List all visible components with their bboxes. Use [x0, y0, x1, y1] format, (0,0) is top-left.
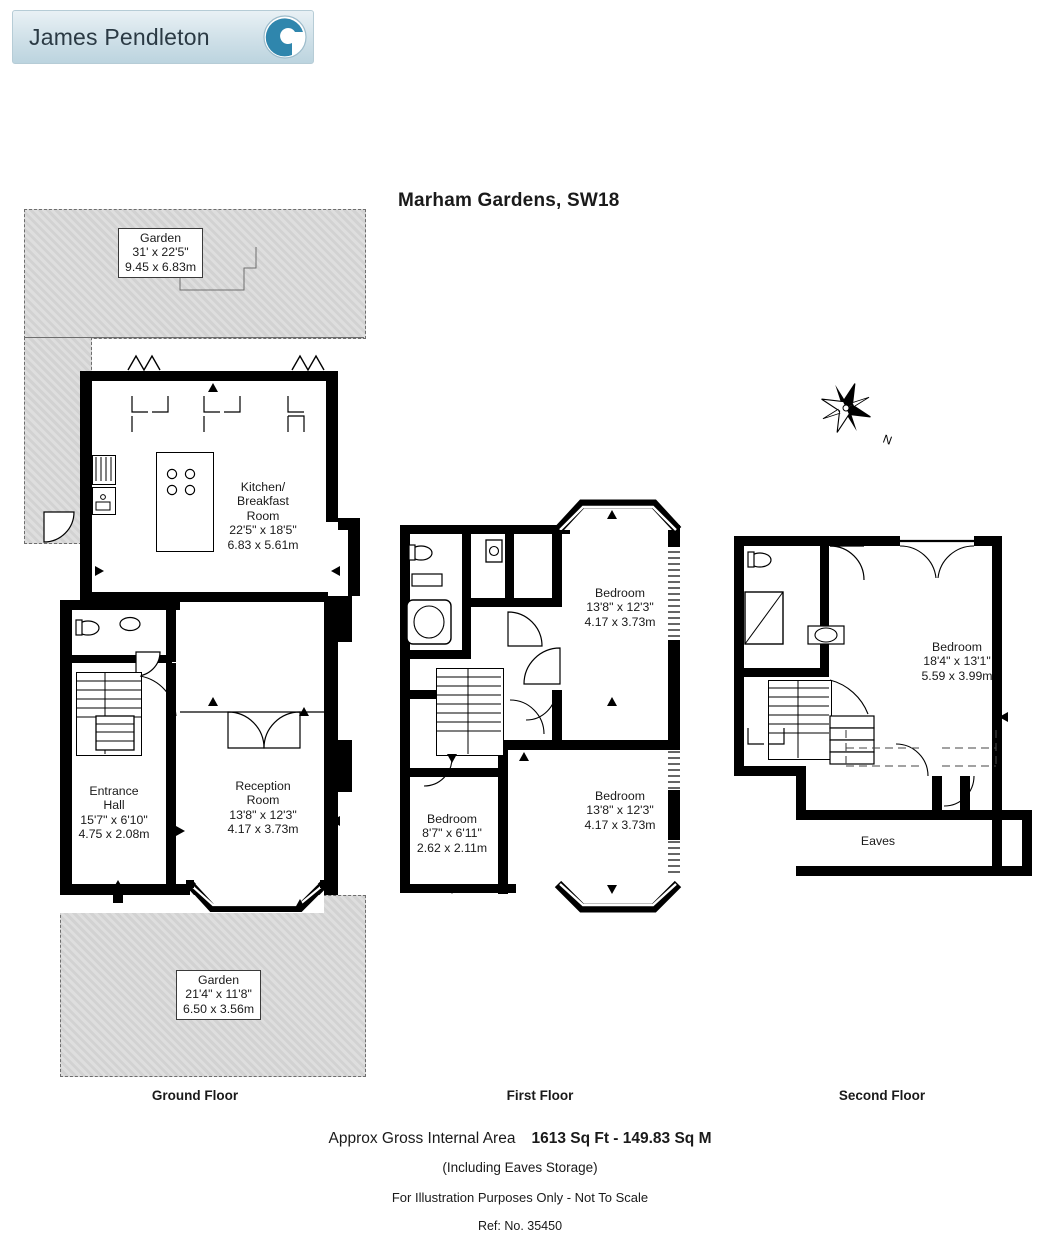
room-label-bedroom-first-front: [560, 789, 680, 832]
brand-name: James Pendleton: [29, 23, 210, 50]
kitchen-imperial: 22'5" x 18'5": [229, 523, 297, 538]
wall-house-right: [324, 596, 338, 896]
wall-hall-right: [166, 663, 176, 895]
bedroom-second-name: Bedroom: [932, 640, 982, 654]
room-label-bedroom-first-rear: [560, 586, 680, 629]
room-label-entrance-hall: [58, 784, 170, 842]
wall-kitchen-rear: [80, 371, 338, 381]
reception-name-1: Reception: [235, 779, 291, 793]
kitchen-name-3: Room: [246, 508, 280, 523]
staircase-ground: [76, 672, 142, 756]
garden-divider: [24, 337, 364, 338]
staircase-first: [436, 668, 504, 756]
wall-first-right-mid: [668, 640, 680, 740]
room-label-garden-rear: [118, 228, 203, 278]
kitchen-sink: [92, 487, 116, 515]
room-label-bedroom-second: [892, 640, 1022, 683]
staircase-first-treads: [390, 0, 710, 1080]
staircase-second: [768, 680, 832, 760]
wall-kitchen-right-lower: [348, 518, 360, 596]
garden-rear-name: Garden: [140, 231, 182, 245]
wall-second-mid-pier-2: [960, 776, 970, 820]
wall-second-mid-pier: [932, 776, 942, 820]
front-porch-gap: [60, 895, 324, 913]
floor-label-ground: Ground Floor: [151, 1088, 239, 1103]
reception-name-2: Room: [246, 793, 280, 808]
compass-north-label: N: [880, 431, 894, 448]
wall-first-right-top: [668, 525, 680, 547]
garden-rear-imperial: 31' x 22'5": [132, 245, 189, 260]
first-floor-door-swings: [390, 0, 710, 1080]
room-label-kitchen: [198, 480, 328, 552]
wall-house-rear: [80, 592, 328, 602]
kitchen-name-1: Kitchen/: [240, 480, 286, 494]
wall-landing-right: [552, 690, 562, 742]
kitchen-name-2: Breakfast: [237, 494, 289, 509]
bedroom-first-small-imperial: 8'7" x 6'11": [422, 826, 482, 841]
wall-ensuite-right: [505, 525, 514, 607]
wall-first-rear: [400, 525, 570, 534]
bathroom-fittings-first: [390, 0, 710, 1080]
first-floor-rear-bay: [390, 0, 710, 1080]
eaves-name: Eaves: [860, 834, 896, 848]
reception-imperial: 13'8" x 12'3": [229, 807, 297, 822]
wall-bathroom-right: [462, 525, 471, 659]
bedroom-first-rear-imperial: 13'8" x 12'3": [586, 600, 654, 615]
garden-rear-metric: 9.45 x 6.83m: [125, 259, 197, 274]
bedroom-first-front-name: Bedroom: [595, 789, 645, 803]
bedroom-first-front-metric: 4.17 x 3.73m: [584, 817, 656, 832]
wall-house-left: [60, 600, 72, 894]
wall-ensuite-bottom: [471, 598, 505, 607]
wall-small-bedroom-top: [400, 768, 506, 777]
area-label: Approx Gross Internal Area: [328, 1130, 516, 1147]
second-floor-plan: [720, 0, 1040, 1080]
entrance-hall-name-2: Hall: [103, 798, 125, 813]
entrance-hall-name-1: Entrance: [89, 784, 139, 798]
bedroom-second-imperial: 18'4" x 13'1": [923, 654, 991, 669]
page-title: Marham Gardens, SW18: [398, 190, 620, 211]
illustration-note: For Illustration Purposes Only - Not To Scale: [391, 1190, 649, 1205]
reference-number: Ref: No. 35450: [477, 1219, 563, 1233]
wall-right-pier-2: [338, 740, 352, 792]
room-label-bedroom-first-small: [397, 812, 507, 855]
garden-front-metric: 6.50 x 3.56m: [183, 1001, 255, 1016]
room-label-reception: [198, 779, 328, 837]
first-floor-right-windows: [390, 0, 710, 1080]
garden-front-imperial: 21'4" x 11'8": [185, 987, 252, 1002]
kitchen-unit-upper: [92, 455, 116, 485]
entrance-hall-imperial: 15'7" x 6'10": [80, 812, 148, 827]
reception-metric: 4.17 x 3.73m: [227, 822, 299, 837]
wall-eaves-bottom: [796, 866, 1032, 876]
wall-second-bathroom-right: [820, 536, 829, 676]
room-label-garden-front: [176, 970, 261, 1020]
entrance-hall-metric: 4.75 x 2.08m: [78, 827, 150, 842]
kitchen-metric: 6.83 x 5.61m: [227, 537, 299, 552]
area-value: 1613 Sq Ft - 149.83 Sq M: [531, 1130, 712, 1147]
wall-kitchen-left: [80, 371, 92, 600]
wall-second-rear-left: [734, 536, 900, 546]
ground-floor-plan: [0, 0, 400, 1080]
wall-wc-right: [166, 600, 176, 662]
bedroom-first-small-name: Bedroom: [427, 812, 477, 826]
floor-label-first: First Floor: [506, 1088, 574, 1103]
bedroom-first-small-metric: 2.62 x 2.11m: [416, 840, 488, 855]
wall-second-step-left: [734, 766, 804, 776]
wall-eaves-top: [796, 810, 1032, 820]
first-floor-front-bay: [390, 0, 710, 1080]
wall-right-pier-1: [338, 596, 352, 642]
wall-first-mid: [506, 740, 680, 750]
bedroom-second-metric: 5.59 x 3.99m: [921, 668, 993, 683]
wall-second-left: [734, 536, 744, 776]
gross-internal-area: [0, 1130, 1040, 1148]
wall-bathroom-bottom: [400, 650, 462, 659]
garden-front-name: Garden: [198, 973, 240, 987]
wall-hall-partition: [60, 655, 172, 663]
wall-second-bathroom-bottom: [734, 668, 829, 677]
floor-label-second: Second Floor: [838, 1088, 926, 1103]
room-label-eaves: [830, 834, 926, 848]
eaves-note: (Including Eaves Storage): [442, 1160, 598, 1175]
bedroom-first-rear-name: Bedroom: [595, 586, 645, 600]
wall-second-right: [992, 536, 1002, 874]
first-floor-window-markers: [390, 0, 710, 1080]
bedroom-first-rear-metric: 4.17 x 3.73m: [584, 614, 656, 629]
bedroom-first-front-imperial: 13'8" x 12'3": [586, 803, 654, 818]
first-floor-plan: [390, 0, 710, 1080]
